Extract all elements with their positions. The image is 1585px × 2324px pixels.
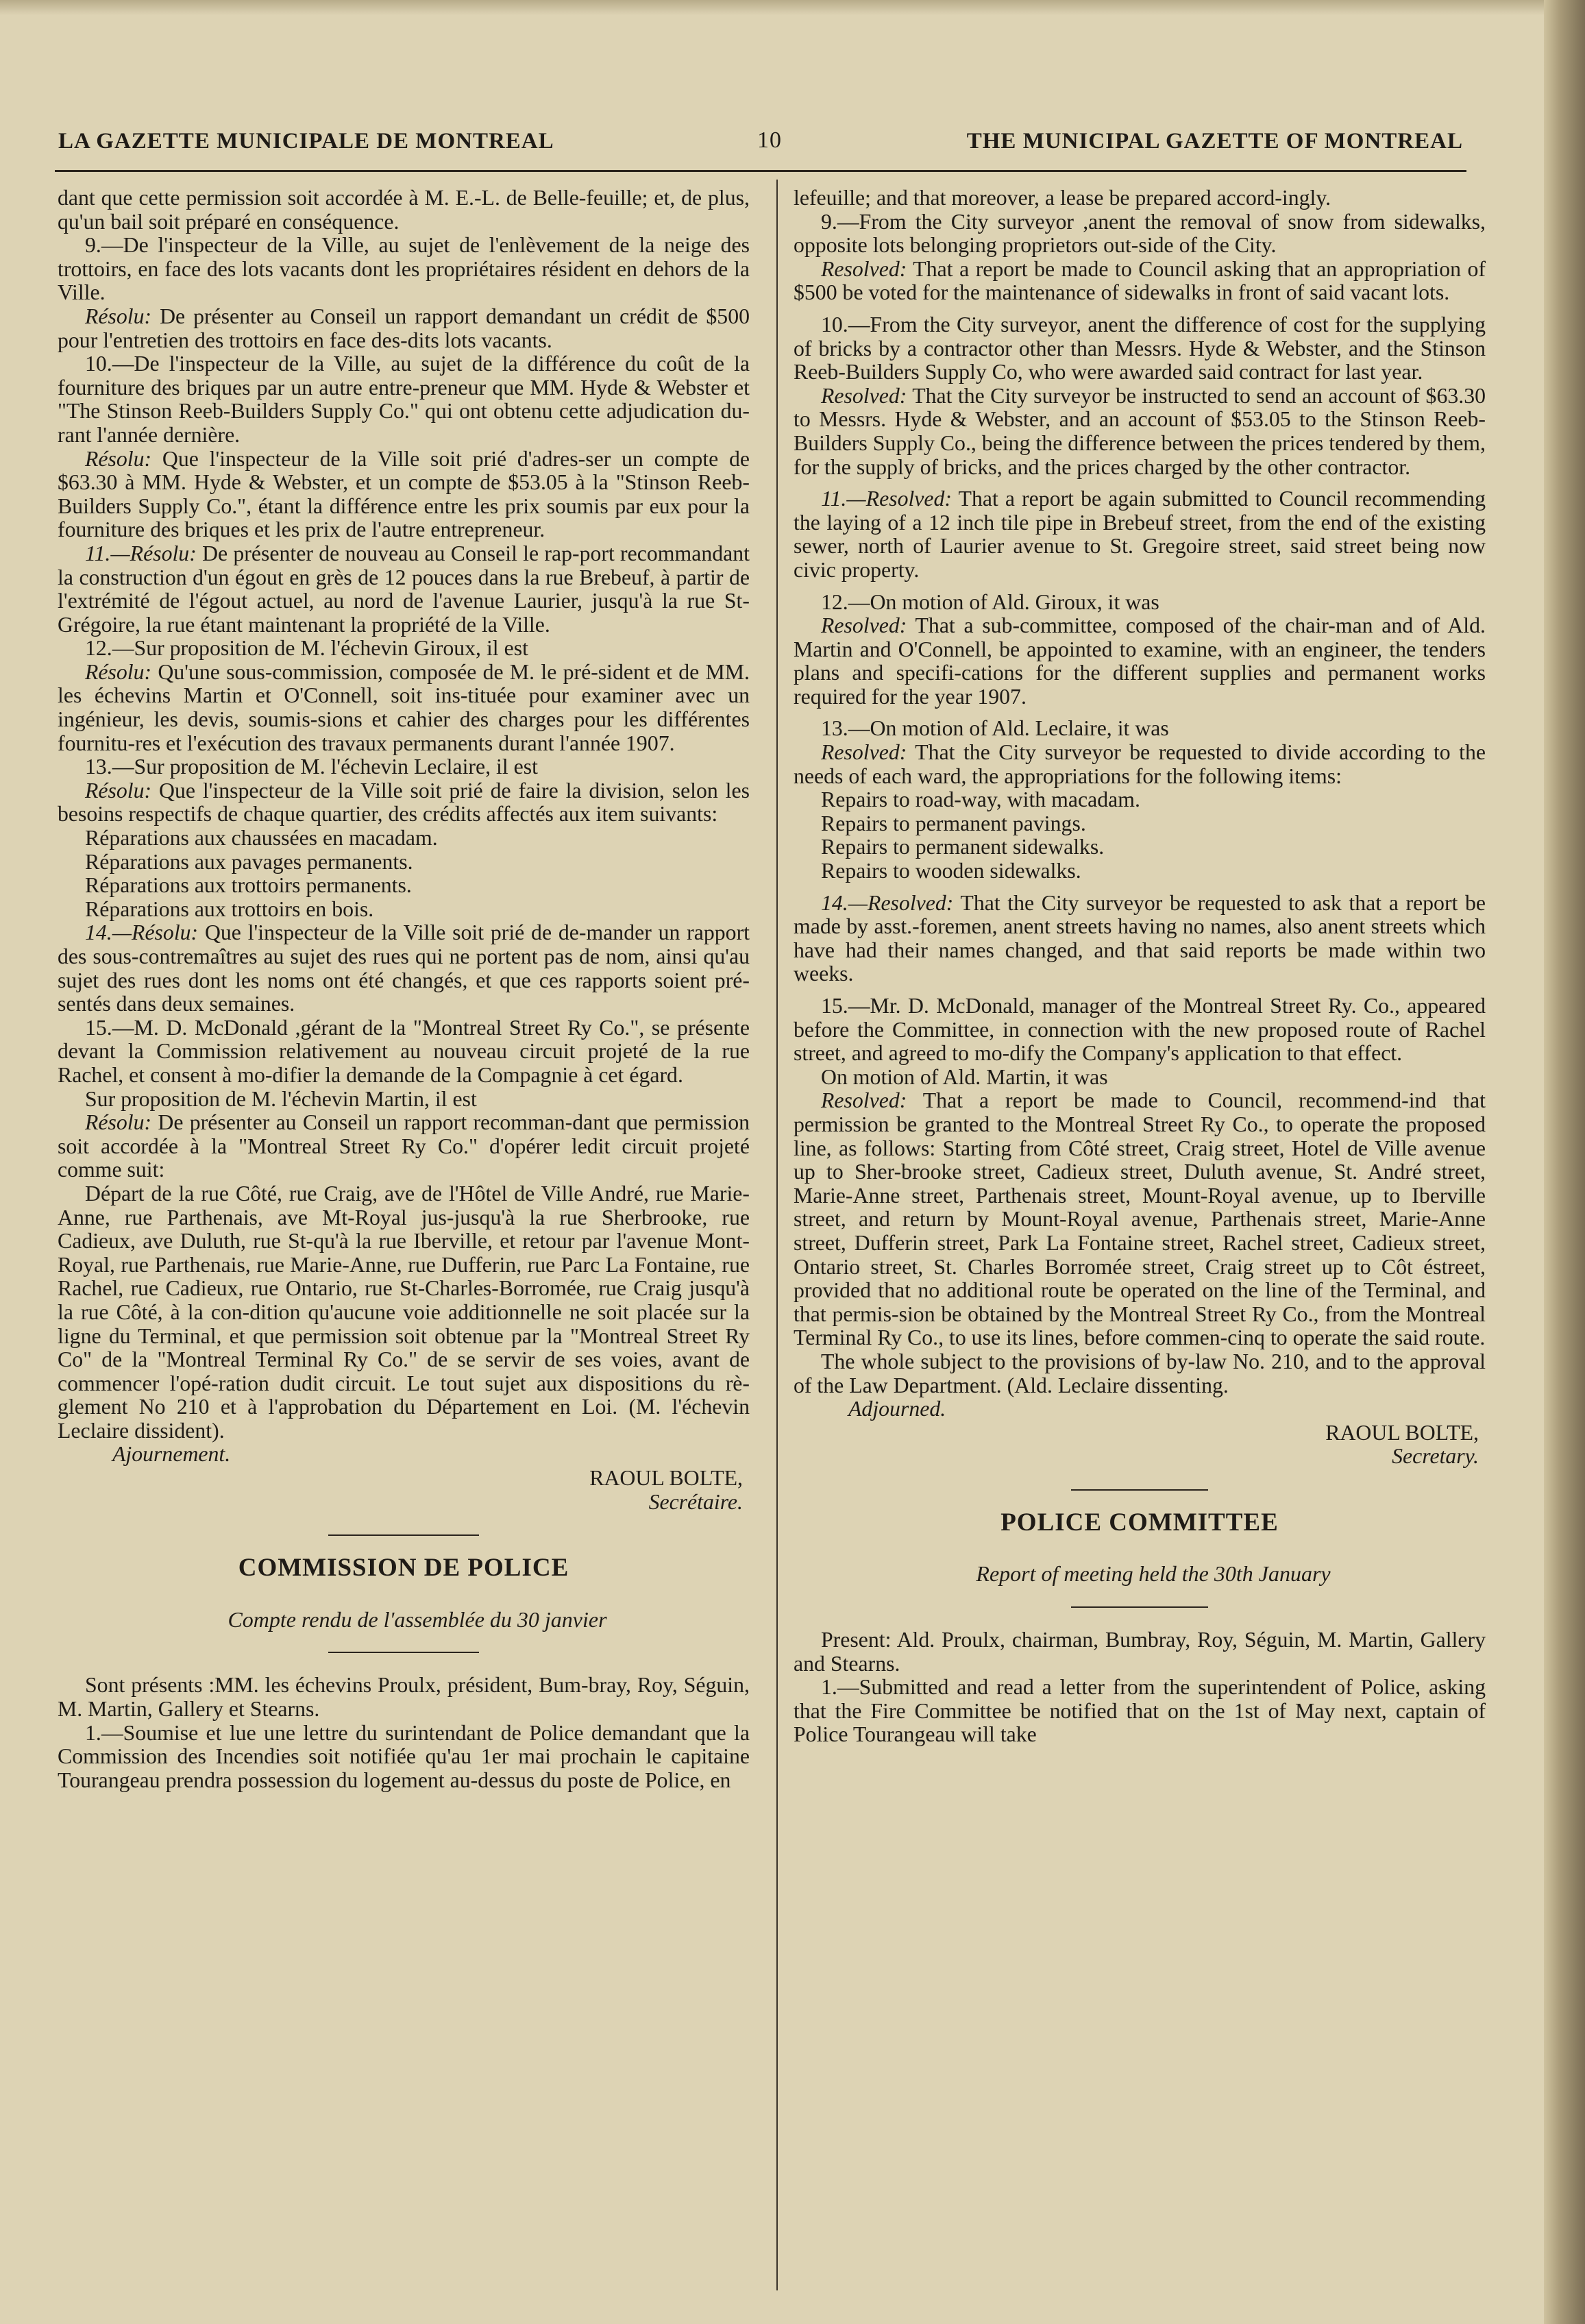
report-subtitle: Compte rendu de l'assemblée du 30 janvier	[228, 1606, 607, 1632]
resolution-text: That a report be again submitted to Council recommending the laying of a 12 inch tile pipe in Brebeuf street, from the end of the existing sewer, north of Laurier avenue to St. Gregoire street, said street being now civic property.	[794, 487, 1486, 582]
paragraph	[794, 384, 1486, 479]
resolution-label: 11.—Resolved:	[821, 487, 953, 511]
paragraph: 15.—Mr. D. McDonald, manager of the Montreal Street Ry. Co., appeared before the Committee, in connection with the new proposed route of Rachel street, and agreed to mo-dify the Company's application to that effect.	[794, 994, 1486, 1066]
paragraph: 12.—Sur proposition de M. l'échevin Giroux, il est	[85, 636, 528, 661]
resolution-text: De présenter au Conseil un rapport demandant un crédit de $500 pour l'entretien des trottoirs en face des-dits lots vacants.	[58, 304, 750, 352]
french-column	[58, 186, 750, 1792]
english-column	[794, 186, 1486, 1747]
section-title: COMMISSION DE POLICE	[238, 1554, 569, 1582]
paragraph: 9.—From the City surveyor ,anent the removal of snow from sidewalks, opposite lots belonging proprietors out-side of the City.	[794, 209, 1486, 258]
paragraph: lefeuille; and that moreover, a lease be prepared accord-ingly.	[794, 186, 1331, 210]
paragraph: Sont présents :MM. les échevins Proulx, président, Bum-bray, Roy, Séguin, M. Martin, Gallery et Stearns.	[58, 1673, 750, 1722]
paragraph	[58, 779, 750, 827]
resolution-label: Résolu:	[85, 778, 152, 803]
signature-name: RAOUL BOLTE,	[1325, 1420, 1479, 1445]
resolution-label: Résolu:	[85, 1110, 152, 1135]
resolution-text: That a report be made to Council asking that an appropriation of $500 be voted for the maintenance of sidewalks in front of said vacant lots.	[794, 256, 1486, 305]
resolution-label: 14.—Resolved:	[821, 890, 954, 915]
resolution-text: That the City surveyor be requested to ask that a report be made by asst.-foremen, anent streets having no names, also anent streets which have had their names changed, and that said reports be made within two weeks.	[794, 890, 1486, 986]
resolution-text: De présenter de nouveau au Conseil le rap-port recommandant la construction d'un égout en grès de 12 pouces dans la rue Brebeuf, à partir de l'extrémité de l'égout actuel, au nord de l'avenue Laurier, jusqu'à la rue St-Grégoire, la rue étant maintenant la propriété de la Ville.	[58, 541, 750, 637]
paragraph: 15.—M. D. McDonald ,gérant de la "Montreal Street Ry Co.", se présente devant la Commission relativement au nouveau circuit projeté de la rue Rachel, et consent à mo-difier la demande de la Compagnie à cet égard.	[58, 1015, 750, 1087]
signature-title: Secretary.	[1392, 1444, 1479, 1469]
page-top-edge	[0, 0, 1585, 15]
list-item: Repairs to permanent sidewalks.	[821, 835, 1105, 859]
list-item: Repairs to road-way, with macadam.	[821, 787, 1140, 812]
resolution-text: Que l'inspecteur de la Ville soit prié de de-mander un rapport des sous-contremaîtres au sujet des rues qui ne portent pas de nom, ainsi qu'au sujet des rues dont les noms ont été changés, et que ces rapports soient pré-sentés dans deux semaines.	[58, 920, 750, 1016]
paragraph	[794, 1089, 1486, 1350]
resolution-text: That a report be made to Council, recommend-ind that permission be granted to the Montreal Street Ry Co., to operate the proposed line, as follows: Starting from Côté street, Craig street, Hotel de Ville avenue up to Sher-brooke street, Cadieux street, Duluth avenue, St. André street, Marie-Anne street, Parthenais street, Mount-Royal avenue, up to Iberville street, and return by Mount-Royal avenue, Parthenais street, Marie-Anne street, Dufferin street, Park La Fontaine street, Rachel street, Cadieux street, Ontario street, St. Charles Borromée street, Craig street up to Côt éstreet, provided that no additional route be operated on the line of the Terminal, and that permis-sion be obtained by the Montreal Street Ry Co., from the Montreal Terminal Ry Co., to use its lines, before commen-cinq to operate the said route.	[794, 1088, 1486, 1350]
paragraph: On motion of Ald. Martin, it was	[821, 1064, 1108, 1089]
resolution-label: Resolved:	[821, 740, 907, 765]
resolution-text: Que l'inspecteur de la Ville soit prié de faire la division, selon les besoins respectifs de chaque quartier, des crédits affectés aux item suivants:	[58, 778, 750, 827]
page-number: 10	[757, 127, 782, 153]
paragraph	[58, 661, 750, 755]
paragraph: The whole subject to the provisions of by-law No. 210, and to the approval of the Law Department. (Ald. Leclaire dissenting.	[794, 1349, 1486, 1397]
header-french-title: LA GAZETTE MUNICIPALE DE MONTREAL	[58, 129, 554, 154]
list-item: Réparations aux pavages permanents.	[85, 849, 413, 874]
resolution-label: Resolved:	[821, 613, 907, 638]
adjournment: Adjourned.	[848, 1397, 946, 1421]
paragraph: dant que cette permission soit accordée à M. E.-L. de Belle-feuille; et, de plus, qu'un bail soit préparé en conséquence.	[58, 186, 750, 234]
resolution-label: 14.—Résolu:	[85, 920, 199, 945]
resolution-text: That the City surveyor be requested to divide according to the needs of each ward, the appropriations for the following items:	[794, 740, 1486, 788]
paragraph: 13.—Sur proposition de M. l'échevin Leclaire, il est	[85, 755, 538, 779]
page-right-edge	[1544, 0, 1585, 2324]
paragraph	[58, 921, 750, 1016]
report-subtitle: Report of meeting held the 30th January	[976, 1561, 1331, 1587]
column-divider	[776, 180, 778, 2290]
resolution-text: Qu'une sous-commission, composée de M. le pré-sident et de MM. les échevins Martin et O'Connell, soit ins-tituée pour examiner avec un ingénieur, les devis, soumis-sions et cahier des charges pour les différentes fournitu-res et l'exécution des travaux permanents durant l'année 1907.	[58, 659, 750, 755]
resolution-label: Résolu:	[85, 446, 152, 471]
list-item: Repairs to wooden sidewalks.	[821, 859, 1081, 883]
list-item: Réparations aux chaussées en macadam.	[85, 826, 438, 851]
resolution-text: That the City surveyor be instructed to send an account of $63.30 to Messrs. Hyde & Webster, and an account of $53.05 to the Stinson Reeb-Builders Supply Co., being the difference between the prices tendered by them, for the supply of bricks, and the prices charged by the other contractor.	[794, 383, 1486, 479]
page-header	[58, 122, 1463, 163]
resolution-text: That a sub-committee, composed of the chair-man and of Ald. Martin and O'Connell, be appointed to examine, with an engineer, the tenders plans and specifi-cations for the different supplies and permanent works required for the year 1907.	[794, 613, 1486, 709]
paragraph	[794, 614, 1486, 709]
resolution-label: Résolu:	[85, 304, 152, 328]
resolution-label: Resolved:	[821, 1088, 907, 1113]
paragraph	[794, 258, 1486, 305]
paragraph: Sur proposition de M. l'échevin Martin, il est	[85, 1086, 477, 1111]
paragraph	[794, 741, 1486, 788]
paragraph: 10.—From the City surveyor, anent the difference of cost for the supplying of bricks by a contractor other than Messrs. Hyde & Webster, and the Stinson Reeb-Builders Supply Co, who were awarded said contract for last year.	[794, 312, 1486, 384]
signature-title: Secrétaire.	[648, 1489, 743, 1514]
header-rule	[55, 170, 1466, 172]
list-item: Réparations aux trottoirs permanents.	[85, 873, 412, 898]
signature-name: RAOUL BOLTE,	[589, 1466, 743, 1491]
section-rule	[1071, 1489, 1208, 1491]
section-rule	[328, 1534, 479, 1536]
paragraph: 9.—De l'inspecteur de la Ville, au sujet de l'enlèvement de la neige des trottoirs, en face des lots vacants dont les propriétaires résident en dehors de la Ville.	[58, 233, 750, 305]
paragraph: Départ de la rue Côté, rue Craig, ave de l'Hôtel de Ville André, rue Marie-Anne, rue Parthenais, ave Mt-Royal jus-jusqu'à la rue Sherbrooke, rue Cadieux, ave Duluth, rue St-qu'à la rue Iberville, et retour par l'avenue Mont-Royal, rue Parthenais, rue Marie-Anne, rue Dufferin, rue Parc La Fontaine, rue Rachel, rue Cadieux, rue Ontario, rue St-Charles-Borromée, rue Craig jusqu'à la rue Côté, à la con-dition qu'aucune voie additionnelle ne soit placée sur la ligne du Terminal, et que permission soit obtenue par la "Montreal Street Ry Co" de la "Montreal Terminal Ry Co." de se servir de ses voies, avant de commencer l'opé-ration dudit circuit. Le tout sujet aux dispositions du rè-glement No 210 et à l'approbation du Département en Loi. (M. l'échevin Leclaire dissident).	[58, 1181, 750, 1443]
paragraph	[794, 487, 1486, 582]
resolution-label: Resolved:	[821, 256, 907, 281]
paragraph: 10.—De l'inspecteur de la Ville, au sujet de la différence du coût de la fourniture des briques par un autre entre-preneur que MM. Hyde & Webster et "The Stinson Reeb-Builders Supply Co." qui ont obtenu cette adjudication du-rant l'année dernière.	[58, 352, 750, 447]
paragraph: 1.—Soumise et lue une lettre du surintendant de Police demandant que la Commission des Incendies soit notifiée qu'au 1er mai prochain le capitaine Tourangeau prendra possession du logement au-dessus du poste de Police, en	[58, 1720, 750, 1792]
resolution-label: 11.—Résolu:	[85, 541, 197, 565]
paragraph	[58, 448, 750, 542]
paragraph	[58, 542, 750, 637]
section-rule	[1071, 1606, 1208, 1608]
adjournment: Ajournement.	[112, 1442, 231, 1467]
paragraph: 13.—On motion of Ald. Leclaire, it was	[821, 716, 1169, 741]
header-english-title: THE MUNICIPAL GAZETTE OF MONTREAL	[966, 129, 1463, 154]
resolution-label: Résolu:	[85, 659, 152, 684]
list-item: Repairs to permanent pavings.	[821, 811, 1086, 835]
section-title: POLICE COMMITTEE	[1000, 1508, 1279, 1537]
section-rule	[328, 1652, 479, 1653]
paragraph: 12.—On motion of Ald. Giroux, it was	[821, 589, 1159, 614]
list-item: Réparations aux trottoirs en bois.	[85, 896, 374, 921]
paragraph: Present: Ald. Proulx, chairman, Bumbray, Roy, Séguin, M. Martin, Gallery and Stearns.	[794, 1628, 1486, 1676]
resolution-text: De présenter au Conseil un rapport recomman-dant que permission soit accordée à la "Montreal Street Ry Co." d'opérer ledit circuit projeté comme suit:	[58, 1110, 750, 1182]
paragraph	[794, 892, 1486, 986]
paragraph	[58, 1111, 750, 1182]
resolution-text: Que l'inspecteur de la Ville soit prié d'adres-ser un compte de $63.30 à MM. Hyde & Webster, et un compte de $53.05 à la "Stinson Reeb-Builders Supply Co.", étant la différence entre les prix soumis par eux pour la fourniture des briques et les prix de l'autre entrepreneur.	[58, 446, 750, 542]
paragraph: 1.—Submitted and read a letter from the superintendent of Police, asking that the Fire Committee be notified that on the 1st of May next, captain of Police Tourangeau will take	[794, 1675, 1486, 1747]
resolution-label: Resolved:	[821, 383, 907, 408]
paragraph	[58, 305, 750, 352]
